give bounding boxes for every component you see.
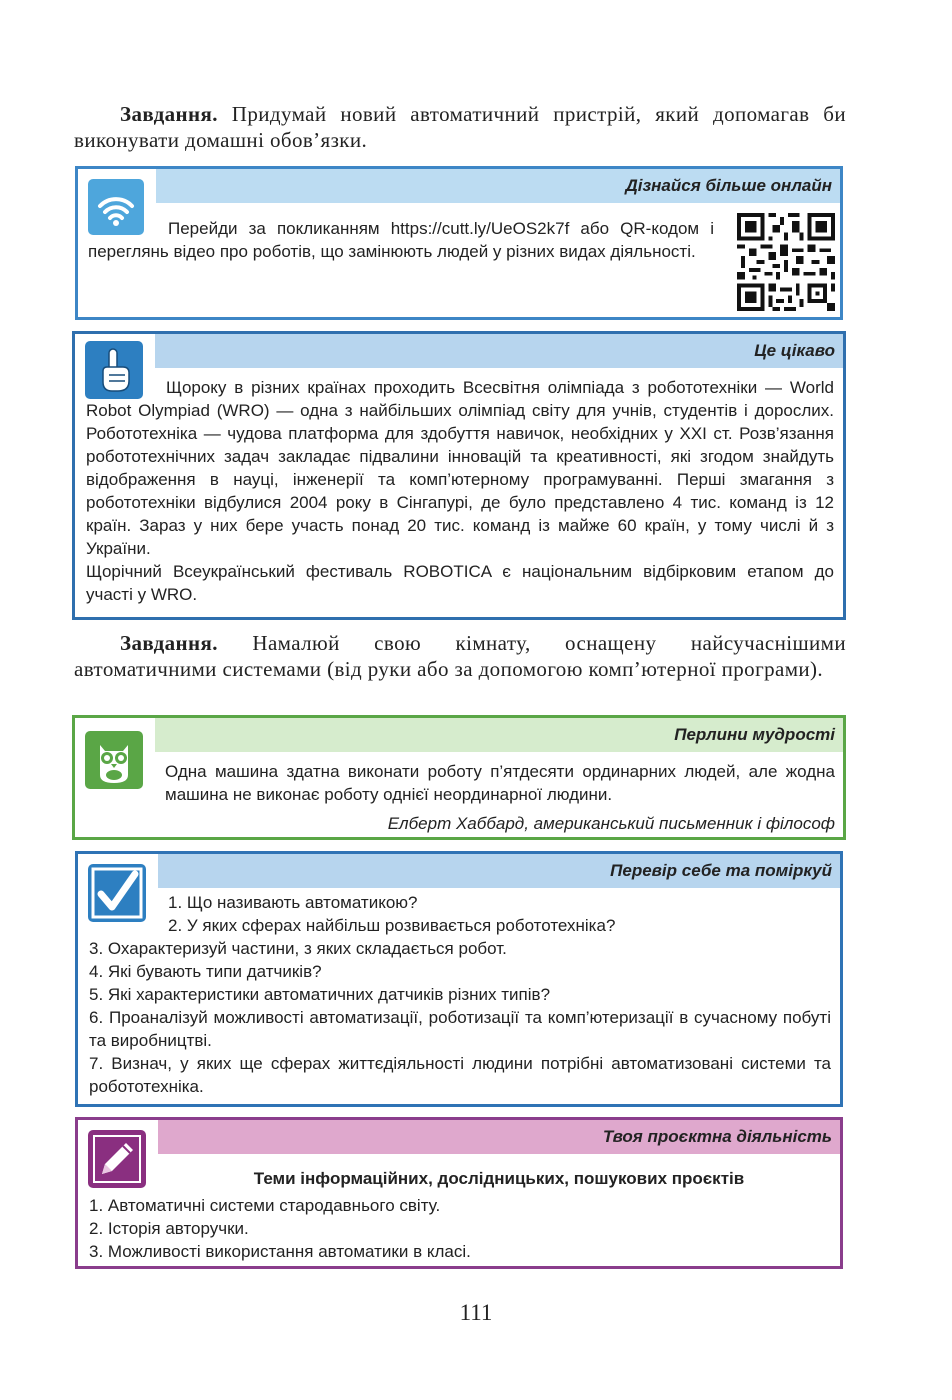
check-question-4: 4. Які бувають типи датчиків? — [89, 962, 322, 981]
online-text: Перейди за покликанням https://cutt.ly/UeOS2k7f або QR-кодом і переглянь відео про роботів, що замінюють людей у різних видах діяльності. — [88, 219, 714, 261]
owl-icon — [85, 731, 143, 789]
task-1-label: Завдання. — [120, 102, 218, 126]
project-item-3: 3. Можливості використання автоматики в класі. — [89, 1242, 471, 1261]
page-number: 111 — [459, 1300, 493, 1325]
task-1-text: Придумай новий автоматичний пристрій, який допомагав би виконувати домашні обов’язки. — [74, 102, 846, 152]
task-2-label: Завдання. — [120, 631, 218, 655]
interesting-paragraph-2: Щорічний Всеукраїнський фестиваль ROBOTICA є національним відбірковим етапом до участі у WRO. — [86, 562, 834, 604]
task-1 — [74, 101, 846, 153]
online-box-title: Дізнайся більше онлайн — [156, 169, 840, 203]
qr-code-icon[interactable] — [737, 213, 835, 311]
wisdom-box — [72, 715, 846, 840]
interesting-paragraph-1: Щороку в різних країнах проходить Всесвітня олімпіада з робототехніки — World Robot Olympiad (WRO) — одна з найбільших олімпіад світу для учнів, студентів і дорослих. Робототехніка — чудова платформа для здобуття навичок, необхідних у XXI ст. Розв’язання робототехнічних задач закладає підвалини інновацій та креативності, які згодом знайдуть відображення в науці, інженерії та комп’ютерному програмуванні. Перші змагання з робототехніки відбулися 2004 року в Сінгапурі, де було представлено 4 тис. команд із 12 країн. Зараз у них бере участь понад 20 тис. команд із майже 60 країн, у тому числі й з України. — [86, 378, 834, 558]
wisdom-box-title: Перлини мудрості — [155, 718, 843, 752]
interesting-box-title: Це цікаво — [155, 334, 843, 368]
check-question-6: 6. Проаналізуй можливості автоматизації, роботизації та комп’ютеризації в сучасному побуті та виробництві. — [89, 1008, 831, 1050]
wisdom-quote: Одна машина здатна виконати роботу п’ятдесяти ординарних людей, але жодна машина не виконає роботу однієї неординарної людини. — [165, 762, 835, 804]
check-question-7: 7. Визнач, у яких ще сферах життєдіяльності людини потрібні автоматизовані системи та робототехніка. — [89, 1054, 831, 1096]
task-2 — [74, 630, 846, 682]
check-box-title: Перевір себе та поміркуй — [158, 854, 840, 888]
wisdom-author: Елберт Хаббард, американський письменник і філософ — [387, 814, 835, 833]
check-question-1: 1. Що називають автоматикою? — [168, 893, 418, 912]
pencil-icon — [88, 1130, 146, 1188]
project-item-1: 1. Автоматичні системи стародавнього світу. — [89, 1196, 441, 1215]
project-box-title: Твоя проєктна діяльність — [158, 1120, 840, 1154]
checkmark-icon — [88, 864, 146, 922]
check-yourself-box — [75, 851, 843, 1107]
online-box — [75, 166, 843, 320]
project-subtitle: Теми інформаційних, дослідницьких, пошукових проєктів — [253, 1169, 745, 1188]
interesting-box — [72, 331, 846, 620]
check-question-5: 5. Які характеристики автоматичних датчиків різних типів? — [89, 985, 551, 1004]
project-box — [75, 1117, 843, 1269]
check-question-2: 2. У яких сферах найбільш розвивається робототехніка? — [168, 916, 616, 935]
project-item-2: 2. Історія авторучки. — [89, 1219, 249, 1238]
check-question-3: 3. Охарактеризуй частини, з яких складається робот. — [89, 939, 507, 958]
task-2-text: Намалюй свою кімнату, оснащену найсучаснішими автоматичними системами (від руки або за допомогою комп’ютерної програми). — [74, 631, 846, 681]
